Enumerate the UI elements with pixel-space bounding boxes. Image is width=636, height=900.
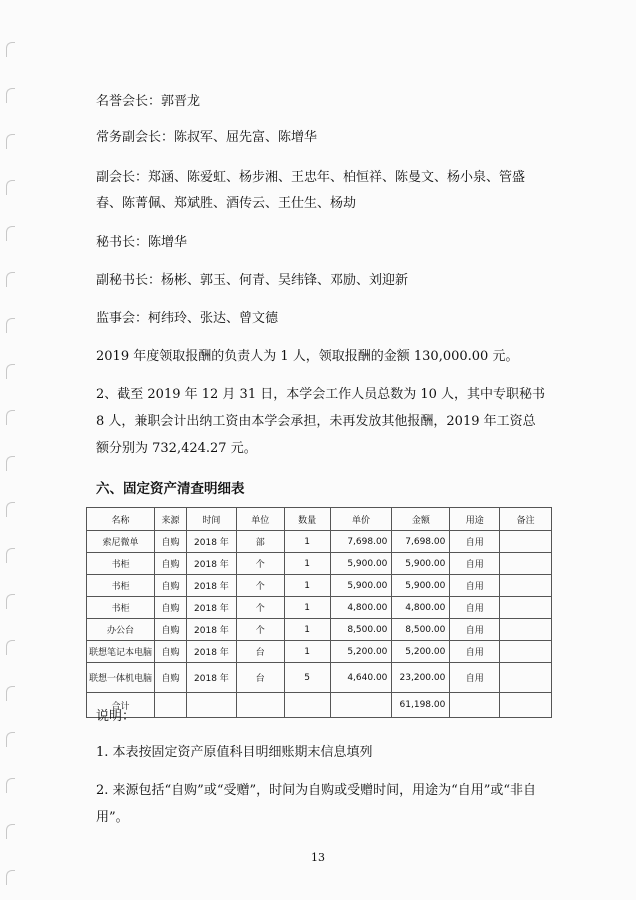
cell-source: 自购 (155, 553, 187, 575)
cell-source: 自购 (155, 663, 187, 693)
note-item-1: 1. 本表按固定资产原值科目明细账期末信息填列 (96, 745, 373, 760)
cell-time: 2018 年 (186, 531, 236, 553)
binder-hole (6, 456, 15, 471)
cell-time: 2018 年 (186, 663, 236, 693)
cell-name: 索尼微单 (87, 531, 155, 553)
cell-unit-price: 5,900.00 (330, 575, 392, 597)
table-header-row (87, 508, 552, 531)
column-header: 名称 (87, 508, 155, 531)
supervisors: 监事会：柯纬玲、张达、曾文德 (96, 311, 279, 326)
note-item-2: 2. 来源包括“自购”或“受赠”，时间为自购或受赠时间，用途为“自用”或“非自用”。 (96, 783, 537, 825)
binder-hole (6, 226, 15, 241)
cell-time: 2018 年 (186, 619, 236, 641)
total-label: 合计 (87, 693, 155, 718)
cell-unit-price: 5,900.00 (330, 553, 392, 575)
cell-source: 自购 (155, 531, 187, 553)
honorary-president: 名誉会长：郭晋龙 (96, 94, 201, 109)
binder-hole (6, 778, 15, 793)
cell-name: 书柜 (87, 597, 155, 619)
cell-name: 联想笔记本电脑 (87, 641, 155, 663)
column-header: 金额 (392, 508, 450, 531)
cell-unit: 台 (236, 641, 284, 663)
staff-pay-text: 2、截至 2019 年 12 月 31 日，本学会工作人员总数为 10 人，其中专职秘书 8 人，兼职会计出纳工资由本学会承担，未再发放其他报酬，2019 年工资总额分别为 732,424.27 元。 (96, 387, 546, 456)
executive-vice-presidents: 常务副会长：陈叔军、屈先富、陈增华 (96, 130, 318, 145)
section-title: 六、固定资产清查明细表 (96, 481, 245, 497)
table-row (87, 553, 552, 575)
cell-source: 自购 (155, 641, 187, 663)
cell-usage: 自用 (450, 575, 500, 597)
table-row (87, 597, 552, 619)
binder-hole (6, 134, 15, 149)
cell-unit: 部 (236, 531, 284, 553)
secretary-general: 秘书长：陈增华 (96, 235, 188, 250)
cell-amount: 7,698.00 (392, 531, 450, 553)
binder-hole (6, 272, 15, 287)
cell-usage: 自用 (450, 619, 500, 641)
cell-unit-price: 8,500.00 (330, 619, 392, 641)
binder-hole (6, 364, 15, 379)
cell-remark (500, 553, 552, 575)
cell-unit-price: 7,698.00 (330, 531, 392, 553)
cell-remark (500, 641, 552, 663)
cell-unit-price: 4,800.00 (330, 597, 392, 619)
page-number: 13 (311, 851, 325, 864)
column-header: 备注 (500, 508, 552, 531)
cell-time: 2018 年 (186, 597, 236, 619)
cell-time: 2018 年 (186, 575, 236, 597)
cell-name: 联想一体机电脑 (87, 663, 155, 693)
binder-hole (6, 548, 15, 563)
cell-name: 办公台 (87, 619, 155, 641)
cell-remark (500, 597, 552, 619)
fixed-assets-table (86, 507, 552, 718)
binder-hole (6, 686, 15, 701)
cell-quantity: 1 (284, 619, 330, 641)
column-header: 数量 (284, 508, 330, 531)
cell-remark (500, 575, 552, 597)
table-row (87, 575, 552, 597)
cell-quantity: 1 (284, 575, 330, 597)
cell-amount: 23,200.00 (392, 663, 450, 693)
cell-unit: 个 (236, 597, 284, 619)
cell-amount: 5,900.00 (392, 553, 450, 575)
notes-heading: 说明： (96, 709, 136, 724)
cell-quantity: 1 (284, 553, 330, 575)
table-row (87, 663, 552, 693)
binder-hole (6, 870, 15, 885)
binder-hole (6, 180, 15, 195)
cell-source: 自购 (155, 597, 187, 619)
table-row (87, 641, 552, 663)
vice-presidents: 副会长：郑涵、陈爱虹、杨步湘、王忠年、柏恒祥、陈曼文、杨小泉、管盛春、陈菁佩、郑斌胜、酒传云、王仕生、杨劫 (96, 170, 526, 211)
binder-hole (6, 640, 15, 655)
cell-amount: 5,200.00 (392, 641, 450, 663)
cell-quantity: 1 (284, 597, 330, 619)
cell-usage: 自用 (450, 553, 500, 575)
cell-unit: 个 (236, 619, 284, 641)
cell-remark (500, 531, 552, 553)
deputy-secretaries-general: 副秘书长：杨彬、郭玉、何青、吴纬锋、邓励、刘迎新 (96, 273, 409, 288)
binder-hole (6, 732, 15, 747)
cell-amount: 5,900.00 (392, 575, 450, 597)
binder-hole (6, 502, 15, 517)
table-row (87, 531, 552, 553)
cell-name: 书柜 (87, 575, 155, 597)
cell-usage: 自用 (450, 663, 500, 693)
total-row (87, 693, 552, 718)
column-header: 单价 (330, 508, 392, 531)
cell-remark (500, 663, 552, 693)
cell-time: 2018 年 (186, 641, 236, 663)
binder-hole (6, 410, 15, 425)
cell-usage: 自用 (450, 531, 500, 553)
cell-unit-price: 5,200.00 (330, 641, 392, 663)
cell-unit-price: 4,640.00 (330, 663, 392, 693)
cell-time: 2018 年 (186, 553, 236, 575)
binder-hole (6, 824, 15, 839)
cell-remark (500, 619, 552, 641)
cell-unit: 个 (236, 553, 284, 575)
column-header: 时间 (186, 508, 236, 531)
cell-unit: 台 (236, 663, 284, 693)
cell-name: 书柜 (87, 553, 155, 575)
binder-hole (6, 42, 15, 57)
cell-quantity: 1 (284, 641, 330, 663)
cell-usage: 自用 (450, 597, 500, 619)
total-amount: 61,198.00 (392, 693, 450, 718)
cell-quantity: 1 (284, 531, 330, 553)
binder-hole (6, 594, 15, 609)
cell-amount: 4,800.00 (392, 597, 450, 619)
column-header: 单位 (236, 508, 284, 531)
binder-hole (6, 318, 15, 333)
leader-pay-text: 2019 年度领取报酬的负责人为 1 人，领取报酬的金额 130,000.00 元。 (96, 349, 519, 364)
cell-amount: 8,500.00 (392, 619, 450, 641)
column-header: 来源 (155, 508, 187, 531)
column-header: 用途 (450, 508, 500, 531)
table-row (87, 619, 552, 641)
cell-usage: 自用 (450, 641, 500, 663)
binder-hole (6, 88, 15, 103)
cell-unit: 个 (236, 575, 284, 597)
cell-source: 自购 (155, 575, 187, 597)
cell-source: 自购 (155, 619, 187, 641)
cell-quantity: 5 (284, 663, 330, 693)
